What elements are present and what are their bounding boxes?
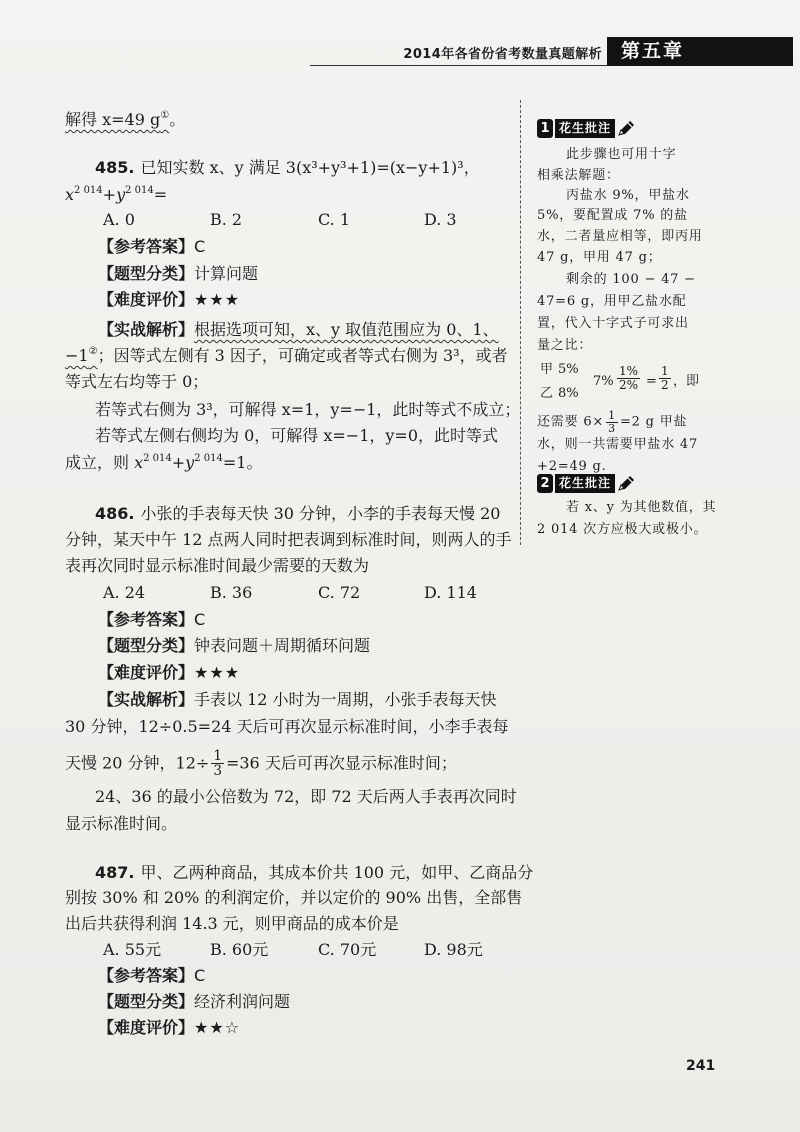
option-c: C. 72 bbox=[318, 583, 361, 602]
problem-486-type bbox=[98, 635, 370, 657]
problem-485-analysis-line-2 bbox=[65, 345, 508, 367]
cross-value-a: 5% bbox=[558, 362, 579, 377]
cross-multiplication-diagram bbox=[537, 358, 705, 404]
problem-487-stem-line-1 bbox=[95, 862, 533, 884]
option-a: A. 24 bbox=[103, 583, 146, 602]
problem-485-stem-line-1 bbox=[95, 157, 480, 179]
analysis-wavy-value bbox=[65, 346, 98, 365]
analysis-text: =36 天后可再次显示标准时间； bbox=[225, 753, 457, 773]
cross-label-b: 乙 bbox=[540, 386, 554, 401]
note-1-line: 剩余的 100 − 47 − bbox=[566, 272, 696, 287]
answer-value: C bbox=[194, 610, 206, 629]
option-c: C. 70元 bbox=[318, 940, 377, 959]
option-d: D. 3 bbox=[424, 210, 457, 229]
cross-result-fraction bbox=[659, 365, 671, 391]
cross-equals: = bbox=[646, 374, 657, 389]
problem-487-difficulty bbox=[98, 1017, 240, 1039]
problem-486-stem-line-1 bbox=[95, 503, 500, 525]
type-value: 经济利润问题 bbox=[194, 992, 291, 1011]
analysis-text: 根据选项可知，x、y 取值范围应为 0、1、 bbox=[194, 320, 499, 339]
footnote-marker-2: ② bbox=[88, 346, 98, 357]
analysis-label: 【实战解析】 bbox=[98, 320, 195, 339]
fraction-denominator: 2% bbox=[619, 377, 639, 392]
note-1-line: 47=6 g，用甲乙盐水配 bbox=[537, 294, 687, 309]
running-header-title: 2014年各省份省考数量真题解析 bbox=[403, 47, 602, 62]
chapter-tab bbox=[607, 37, 793, 66]
problem-485-analysis-line-3: 等式左右均等于 0； bbox=[65, 372, 209, 391]
problem-486-stem-line-2: 分钟，某天中午 12 点两人同时把表调到标准时间，则两人的手 bbox=[65, 530, 512, 549]
answer-value: C bbox=[194, 966, 206, 985]
exponent: 2 014 bbox=[143, 453, 172, 464]
problem-485-analysis-line-5: 若等式左侧右侧均为 0，可解得 x=−1，y=0，此时等式 bbox=[95, 426, 498, 445]
note-1-line: 水，二者量应相等，即丙用 bbox=[537, 229, 703, 244]
cross-value-b: 8% bbox=[558, 386, 579, 401]
intro-end: 。 bbox=[169, 110, 186, 129]
fraction-numerator: 1% bbox=[619, 364, 639, 378]
problem-485-options bbox=[0, 209, 520, 231]
type-label: 【题型分类】 bbox=[98, 264, 195, 283]
option-c: C. 1 bbox=[318, 210, 351, 229]
option-d: D. 98元 bbox=[424, 940, 483, 959]
note-1-fraction-line bbox=[537, 410, 687, 435]
note-1-line: 置，代入十字式子可求出 bbox=[537, 316, 689, 331]
fraction-numerator: 1 bbox=[661, 364, 669, 378]
fraction bbox=[211, 749, 224, 779]
difficulty-label: 【难度评价】 bbox=[98, 663, 195, 682]
footnote-marker-1: ① bbox=[160, 110, 170, 121]
cross-label-a: 甲 bbox=[540, 362, 554, 377]
note-2-badge bbox=[537, 474, 636, 493]
problem-486-number: 486. bbox=[95, 504, 135, 523]
fraction-numerator: 1 bbox=[608, 409, 616, 422]
problem-486-answer bbox=[98, 609, 205, 631]
note-1-line: +2=49 g. bbox=[537, 459, 607, 474]
note-2-number: 2 bbox=[537, 474, 553, 493]
note-2-line: 若 x、y 为其他数值，其 bbox=[566, 500, 717, 515]
page-number: 241 bbox=[686, 1058, 716, 1074]
pen-icon bbox=[616, 474, 636, 493]
difficulty-stars: ★★☆ bbox=[194, 1018, 241, 1037]
problem-485-number: 485. bbox=[95, 158, 135, 177]
chapter-label: 第五章 bbox=[621, 40, 685, 62]
problem-486-analysis-line-2: 30 分钟，12÷0.5=24 天后可再次显示标准时间，小李手表每 bbox=[65, 717, 509, 736]
header-rule bbox=[310, 65, 607, 66]
option-b: B. 36 bbox=[210, 583, 253, 602]
analysis-text: 手表以 12 小时为一周期，小张手表每天快 bbox=[194, 690, 497, 709]
note-1-number: 1 bbox=[537, 119, 553, 138]
equals-sign: = bbox=[153, 185, 168, 204]
note-2-line: 2 014 次方应极大或极小。 bbox=[537, 522, 708, 537]
problem-487-type bbox=[98, 991, 290, 1013]
problem-487-options bbox=[0, 939, 520, 961]
cross-target: 7% bbox=[593, 374, 614, 389]
option-a: A. 55元 bbox=[103, 940, 162, 959]
option-a: A. 0 bbox=[103, 210, 135, 229]
type-value: 计算问题 bbox=[194, 264, 259, 283]
exponent: 2 014 bbox=[194, 453, 223, 464]
problem-487-stem-line-3: 出后共获得利润 14.3 元，则甲商品的成本价是 bbox=[65, 914, 399, 933]
plus-sign: + bbox=[171, 453, 186, 472]
problem-485-analysis-line-6 bbox=[65, 452, 262, 474]
type-label: 【题型分类】 bbox=[98, 636, 195, 655]
plus-sign: + bbox=[102, 185, 117, 204]
problem-486-analysis-line-1 bbox=[98, 689, 497, 711]
option-b: B. 2 bbox=[210, 210, 243, 229]
problem-486-stem-text-1: 小张的手表每天快 30 分钟，小李的手表每天慢 20 bbox=[140, 504, 501, 523]
answer-label: 【参考答案】 bbox=[98, 610, 195, 629]
answer-label: 【参考答案】 bbox=[98, 966, 195, 985]
analysis-label: 【实战解析】 bbox=[98, 690, 195, 709]
intro-line bbox=[65, 109, 185, 131]
note-1-line: 5%，要配置成 7% 的盐 bbox=[537, 208, 688, 223]
analysis-text: 天慢 20 分钟，12÷ bbox=[65, 753, 210, 773]
option-b: B. 60元 bbox=[210, 940, 269, 959]
problem-485-analysis-line-4: 若等式右侧为 3³，可解得 x=1，y=−1，此时等式不成立； bbox=[95, 400, 521, 419]
problem-486-stem-line-3: 表再次同时显示标准时间最少需要的天数为 bbox=[65, 556, 370, 575]
problem-485-difficulty bbox=[98, 289, 240, 311]
note-2-title: 花生批注 bbox=[555, 474, 615, 493]
answer-label: 【参考答案】 bbox=[98, 237, 195, 256]
pen-icon bbox=[616, 119, 636, 138]
var-y: y bbox=[116, 185, 126, 204]
column-divider bbox=[520, 100, 521, 545]
problem-486-difficulty bbox=[98, 662, 240, 684]
var-y: y bbox=[185, 453, 195, 472]
note-1-badge bbox=[537, 119, 636, 138]
cross-tail: ，即 bbox=[673, 374, 700, 389]
note-text: 还需要 6× bbox=[537, 414, 605, 430]
difficulty-stars: ★★★ bbox=[194, 663, 241, 682]
analysis-text: 成立，则 bbox=[65, 453, 135, 472]
intro-text: 解得 x=49 g bbox=[65, 110, 161, 129]
note-1-line: 量之比： bbox=[537, 338, 593, 353]
fraction-denominator: 3 bbox=[213, 763, 222, 780]
note-1-line: 相乘法解题： bbox=[537, 168, 620, 183]
difficulty-label: 【难度评价】 bbox=[98, 1018, 195, 1037]
note-1-line: 丙盐水 9%，甲盐水 bbox=[566, 188, 690, 203]
analysis-text: =1。 bbox=[222, 453, 263, 472]
fraction bbox=[606, 410, 618, 434]
note-1-title: 花生批注 bbox=[555, 119, 615, 138]
problem-485-stem-text-1: 已知实数 x、y 满足 3(x³+y³+1)=(x−y+1)³， bbox=[140, 158, 480, 177]
fraction-denominator: 3 bbox=[608, 421, 616, 435]
fraction-denominator: 2 bbox=[661, 377, 669, 392]
var-x: x bbox=[65, 185, 75, 204]
note-1-line: 水，则一共需要甲盐水 47 bbox=[537, 437, 699, 452]
cross-ratio-fraction bbox=[617, 365, 640, 391]
type-label: 【题型分类】 bbox=[98, 992, 195, 1011]
problem-485-analysis-line-1 bbox=[98, 319, 499, 341]
problem-486-analysis-line-5: 显示标准时间。 bbox=[65, 814, 178, 833]
intro-result bbox=[65, 110, 169, 129]
exponent: 2 014 bbox=[125, 185, 154, 196]
difficulty-stars: ★★★ bbox=[194, 290, 241, 309]
note-1-line: 此步骤也可用十字 bbox=[566, 147, 677, 162]
problem-485-answer bbox=[98, 236, 205, 258]
problem-485-stem-line-2 bbox=[65, 184, 167, 206]
analysis-value: −1 bbox=[65, 346, 89, 365]
problem-487-stem-line-2: 别按 30% 和 20% 的利润定价，并以定价的 90% 出售，全部售 bbox=[65, 888, 523, 907]
answer-value: C bbox=[194, 237, 206, 256]
note-1-line: 47 g，甲用 47 g； bbox=[537, 250, 662, 265]
option-d: D. 114 bbox=[424, 583, 477, 602]
problem-487-number: 487. bbox=[95, 863, 135, 882]
type-value: 钟表问题＋周期循环问题 bbox=[194, 636, 371, 655]
problem-486-analysis-line-4: 24、36 的最小公倍数为 72，即 72 天后两人手表再次同时 bbox=[95, 787, 517, 806]
fraction-numerator: 1 bbox=[213, 748, 222, 764]
problem-487-answer bbox=[98, 965, 205, 987]
exponent: 2 014 bbox=[74, 185, 103, 196]
difficulty-label: 【难度评价】 bbox=[98, 290, 195, 309]
problem-487-stem-text-1: 甲、乙两种商品，其成本价共 100 元，如甲、乙商品分 bbox=[140, 863, 534, 882]
note-text: =2 g 甲盐 bbox=[619, 414, 688, 430]
problem-485-type bbox=[98, 263, 258, 285]
problem-486-options bbox=[0, 582, 520, 604]
analysis-text: ；因等式左侧有 3 因子，可确定或者等式右侧为 3³，或者 bbox=[97, 346, 508, 365]
problem-486-analysis-line-3 bbox=[65, 749, 457, 779]
var-x: x bbox=[134, 453, 144, 472]
